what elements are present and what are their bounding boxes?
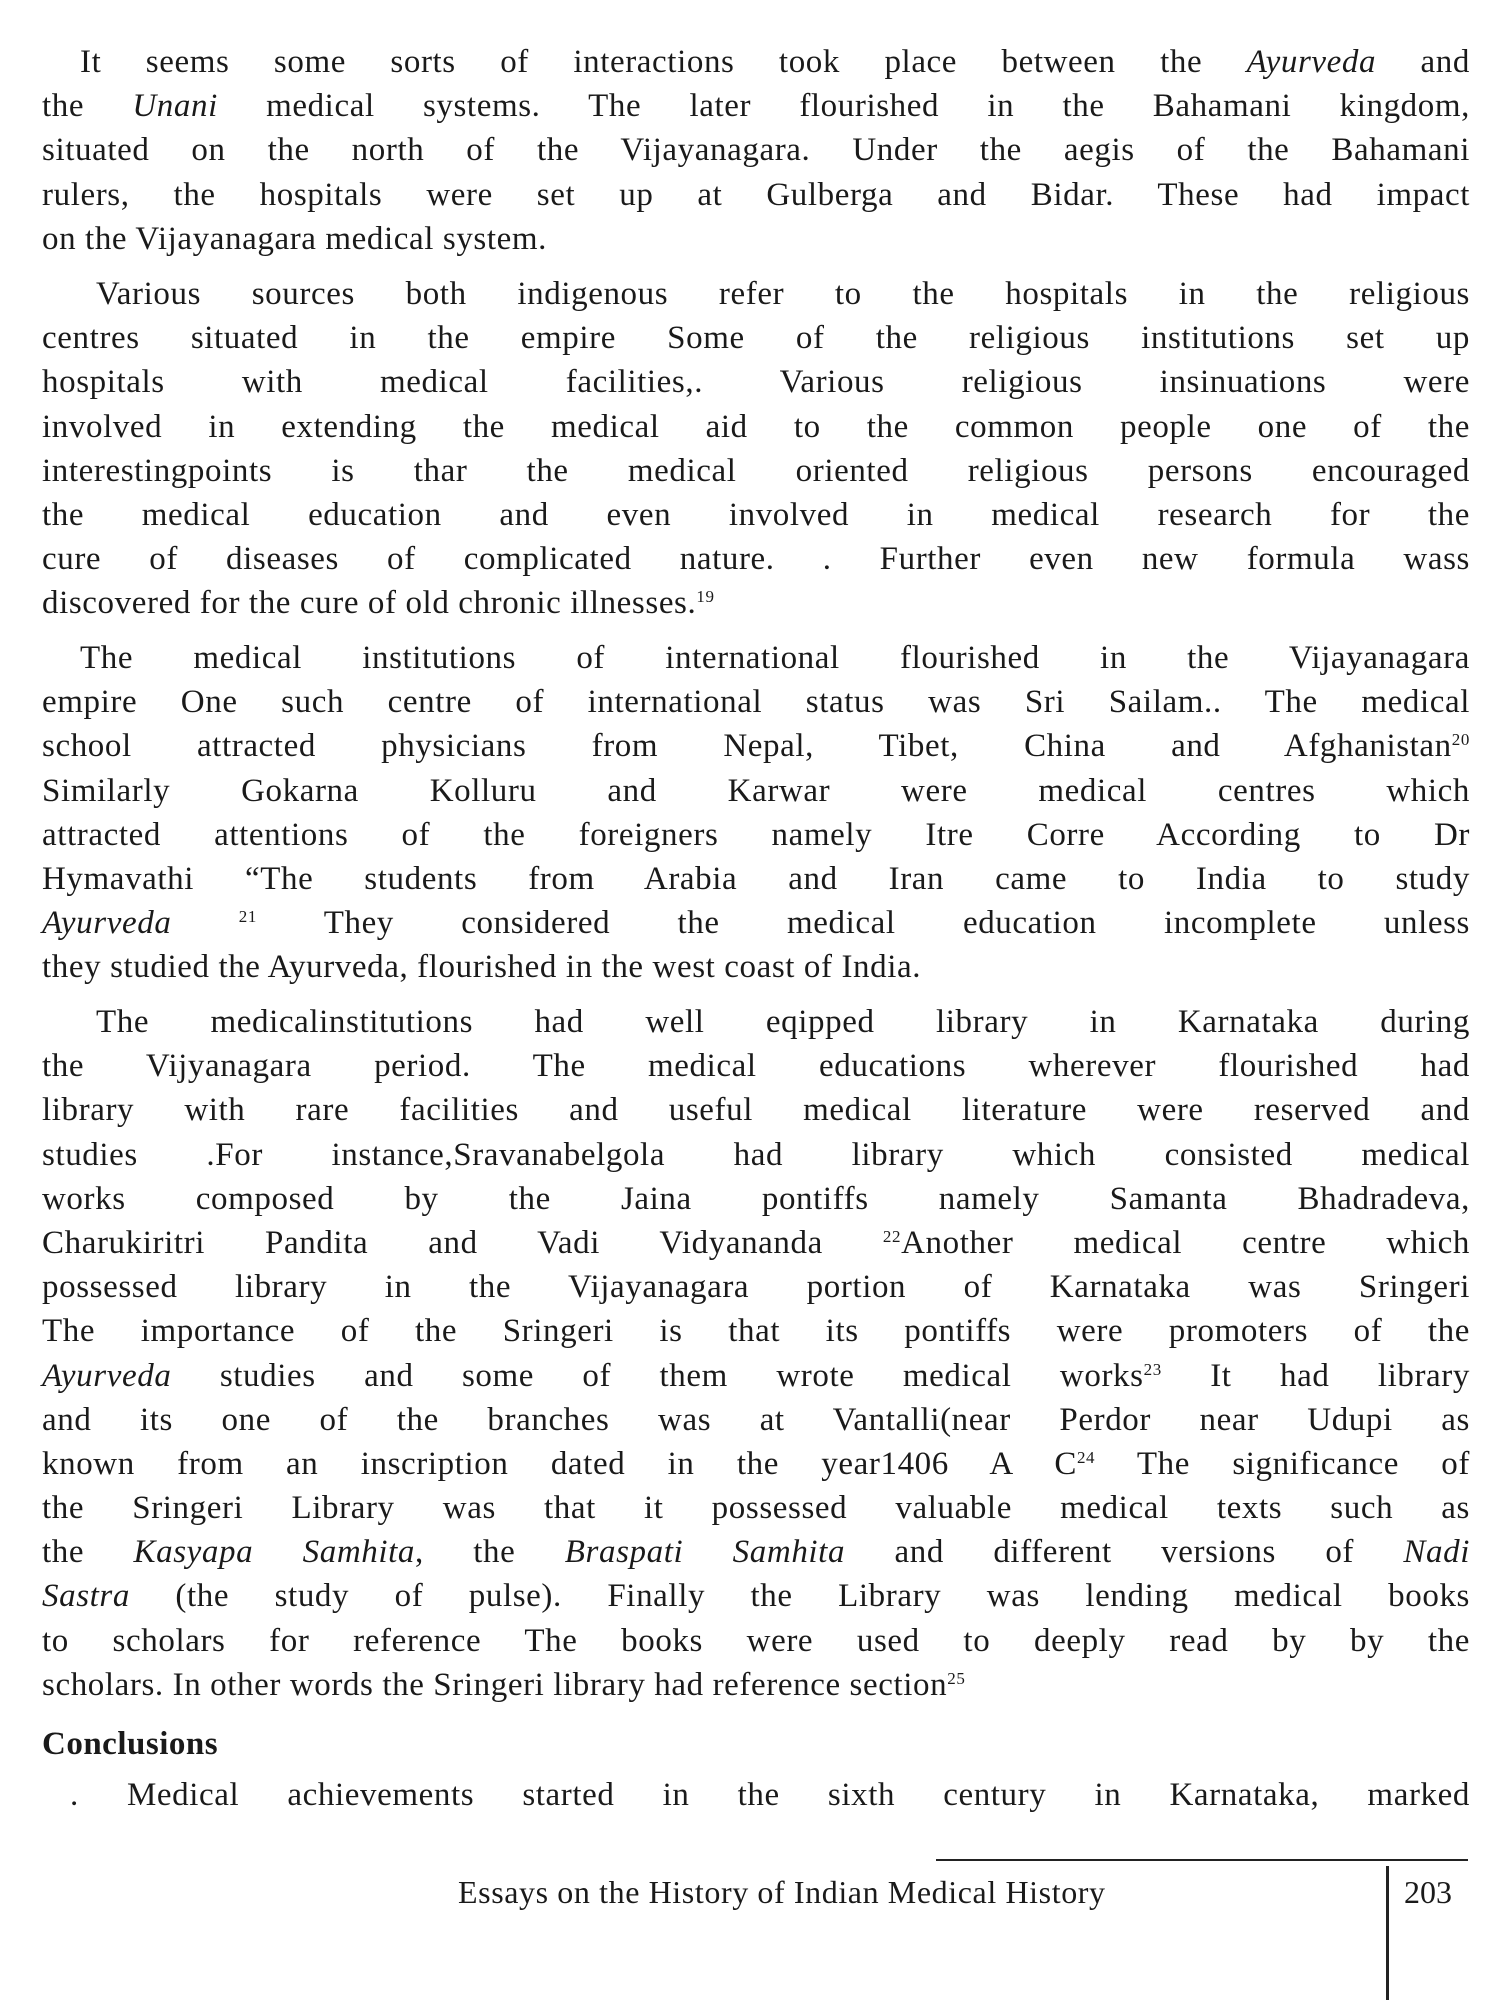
text-line <box>42 316 1470 360</box>
text-line <box>42 1177 1470 1221</box>
text-line <box>42 1663 1470 1707</box>
text-run <box>171 905 238 941</box>
text-run: attracted attentions of the foreigners namely Itre Corre According to Dr <box>42 816 1470 853</box>
paragraph-conclusions <box>70 1773 1470 1817</box>
paragraph-libraries <box>42 1000 1470 1707</box>
footnote-ref: 21 <box>238 907 257 927</box>
text-run: works composed by the Jaina pontiffs namely Samanta Bhadradeva, <box>42 1180 1470 1217</box>
text-run: They considered the medical education incomplete unless <box>256 905 1470 942</box>
text-line <box>42 493 1470 537</box>
text-run: hospitals with medical facilities,. Various religious insinuations were <box>42 364 1470 401</box>
text-run: known from an inscription dated in the year1406 A C <box>42 1445 1077 1482</box>
text-line <box>42 636 1470 680</box>
running-footer-title: Essays on the History of Indian Medical History <box>458 1874 1106 1910</box>
text-line <box>42 769 1470 813</box>
text-line: . Medical achievements started in the sixth century in Karnataka, marked <box>70 1777 1470 1813</box>
text-run: interestingpoints is thar the medical oriented religious persons encouraged <box>42 452 1470 489</box>
text-line <box>42 1309 1470 1353</box>
text-line <box>42 405 1470 449</box>
text-line <box>42 128 1470 172</box>
footnote-ref: 20 <box>1451 730 1470 750</box>
italic-term: Nadi <box>1403 1534 1471 1571</box>
text-line <box>42 901 1470 945</box>
text-run: , the <box>415 1534 565 1571</box>
italic-term: Unani <box>132 88 218 125</box>
text-line <box>42 1000 1470 1044</box>
paragraph-international-institutions <box>42 636 1470 990</box>
italic-term: Ayurveda <box>42 905 172 942</box>
text-line <box>42 1265 1470 1309</box>
text-line <box>42 1088 1470 1132</box>
text-run: (the study of pulse). Finally the Library was lending medical books <box>129 1578 1470 1615</box>
footnote-ref: 19 <box>696 587 715 607</box>
text-run: The significance of <box>1095 1445 1470 1482</box>
text-run: scholars. In other words the Sringeri library had reference section <box>42 1666 948 1703</box>
italic-term: Sastra <box>42 1578 130 1615</box>
text-line <box>42 1044 1470 1088</box>
text-line <box>42 581 1470 625</box>
footer-divider <box>936 1859 1468 1861</box>
text-run: the Vijyanagara period. The medical educations wherever flourished had <box>42 1048 1470 1085</box>
footnote-ref: 25 <box>947 1668 966 1688</box>
text-run: Another medical centre which <box>901 1224 1470 1261</box>
text-line <box>42 1574 1470 1618</box>
text-line <box>42 1398 1470 1442</box>
text-line <box>42 1133 1470 1177</box>
text-line <box>42 1486 1470 1530</box>
text-line <box>42 272 1470 316</box>
text-line <box>42 680 1470 724</box>
text-run: the medical education and even involved in medical research for the <box>42 496 1470 533</box>
text-line <box>42 1530 1470 1574</box>
text-line <box>42 217 1470 261</box>
text-line <box>42 537 1470 581</box>
text-line <box>42 1221 1470 1265</box>
text-run: empire One such centre of international status was Sri Sailam.. The medical <box>42 684 1470 721</box>
text-line <box>42 1619 1470 1663</box>
italic-term: Ayurveda <box>1246 44 1377 80</box>
text-run: studies and some of them wrote medical works <box>171 1357 1144 1394</box>
footer-vertical-divider <box>1386 1866 1389 2000</box>
text-run: It had library <box>1161 1357 1470 1394</box>
page-number: 203 <box>1404 1874 1452 1910</box>
text-run: the Sringeri Library was that it possessed valuable medical texts such as <box>42 1490 1470 1527</box>
text-line <box>42 724 1470 768</box>
text-line <box>42 173 1470 217</box>
text-run: Charukiritri Pandita and Vadi Vidyananda <box>42 1224 883 1261</box>
text-run: they studied the Ayurveda, flourished in the west coast of India. <box>42 949 922 986</box>
text-run: The medicalinstitutions had well eqipped library in Karnataka during <box>96 1004 1470 1040</box>
text-line <box>42 857 1470 901</box>
text-run: the <box>42 88 133 125</box>
text-line <box>42 1354 1470 1398</box>
text-line <box>42 945 1470 989</box>
text-run: cure of diseases of complicated nature. . Further even new formula wass <box>42 541 1470 578</box>
text-run: school attracted physicians from Nepal, Tibet, China and Afghanistan <box>42 728 1452 765</box>
text-run: and different versions of <box>845 1534 1404 1571</box>
text-run: centres situated in the empire Some of the religious institutions set up <box>42 320 1470 357</box>
text-run: Various sources both indigenous refer to the hospitals in the religious <box>96 276 1470 312</box>
footnote-ref: 22 <box>882 1226 902 1246</box>
text-run: situated on the north of the Vijayanagara. Under the aegis of the Bahamani <box>42 132 1470 169</box>
text-run: It seems some sorts of interactions took place between the <box>80 44 1247 80</box>
italic-term: Braspati Samhita <box>564 1534 846 1571</box>
italic-term: Kasyapa Samhita <box>133 1534 416 1571</box>
text-run: discovered for the cure of old chronic illnesses. <box>42 585 697 622</box>
text-run: studies .For instance,Sravanabelgola had library which consisted medical <box>42 1136 1470 1173</box>
text-run: library with rare facilities and useful medical literature were reserved and <box>42 1092 1470 1129</box>
text-line <box>42 1442 1470 1486</box>
text-run: The importance of the Sringeri is that its pontiffs were promoters of the <box>42 1313 1470 1350</box>
text-line <box>42 449 1470 493</box>
footnote-ref: 23 <box>1143 1359 1162 1379</box>
text-run: possessed library in the Vijayanagara portion of Karnataka was Sringeri <box>42 1269 1470 1306</box>
text-run: and its one of the branches was at Vantalli(near Perdor near Udupi as <box>42 1401 1470 1438</box>
text-run: involved in extending the medical aid to the common people one of the <box>42 408 1470 445</box>
text-line <box>42 84 1470 128</box>
text-run: rulers, the hospitals were set up at Gulberga and Bidar. These had impact <box>42 176 1470 213</box>
italic-term: Ayurveda <box>42 1357 172 1394</box>
section-heading: Conclusions <box>42 1726 219 1762</box>
text-run: Similarly Gokarna Kolluru and Karwar were medical centres which <box>42 772 1470 809</box>
text-run: Hymavathi “The students from Arabia and Iran came to India to study <box>42 860 1470 897</box>
paragraph-interactions <box>42 40 1470 261</box>
text-run: medical systems. The later flourished in the Bahamani kingdom, <box>217 88 1470 125</box>
text-line <box>42 813 1470 857</box>
text-run: to scholars for reference The books were used to deeply read by by the <box>42 1622 1470 1659</box>
text-line <box>42 360 1470 404</box>
text-run: The medical institutions of international flourished in the Vijayanagara <box>80 640 1470 676</box>
footnote-ref: 24 <box>1076 1447 1096 1467</box>
text-line <box>42 40 1470 84</box>
text-run: and <box>1376 44 1470 80</box>
paragraph-religious-hospitals <box>42 272 1470 626</box>
text-run: the <box>42 1534 134 1571</box>
text-run: on the Vijayanagara medical system. <box>42 220 547 257</box>
